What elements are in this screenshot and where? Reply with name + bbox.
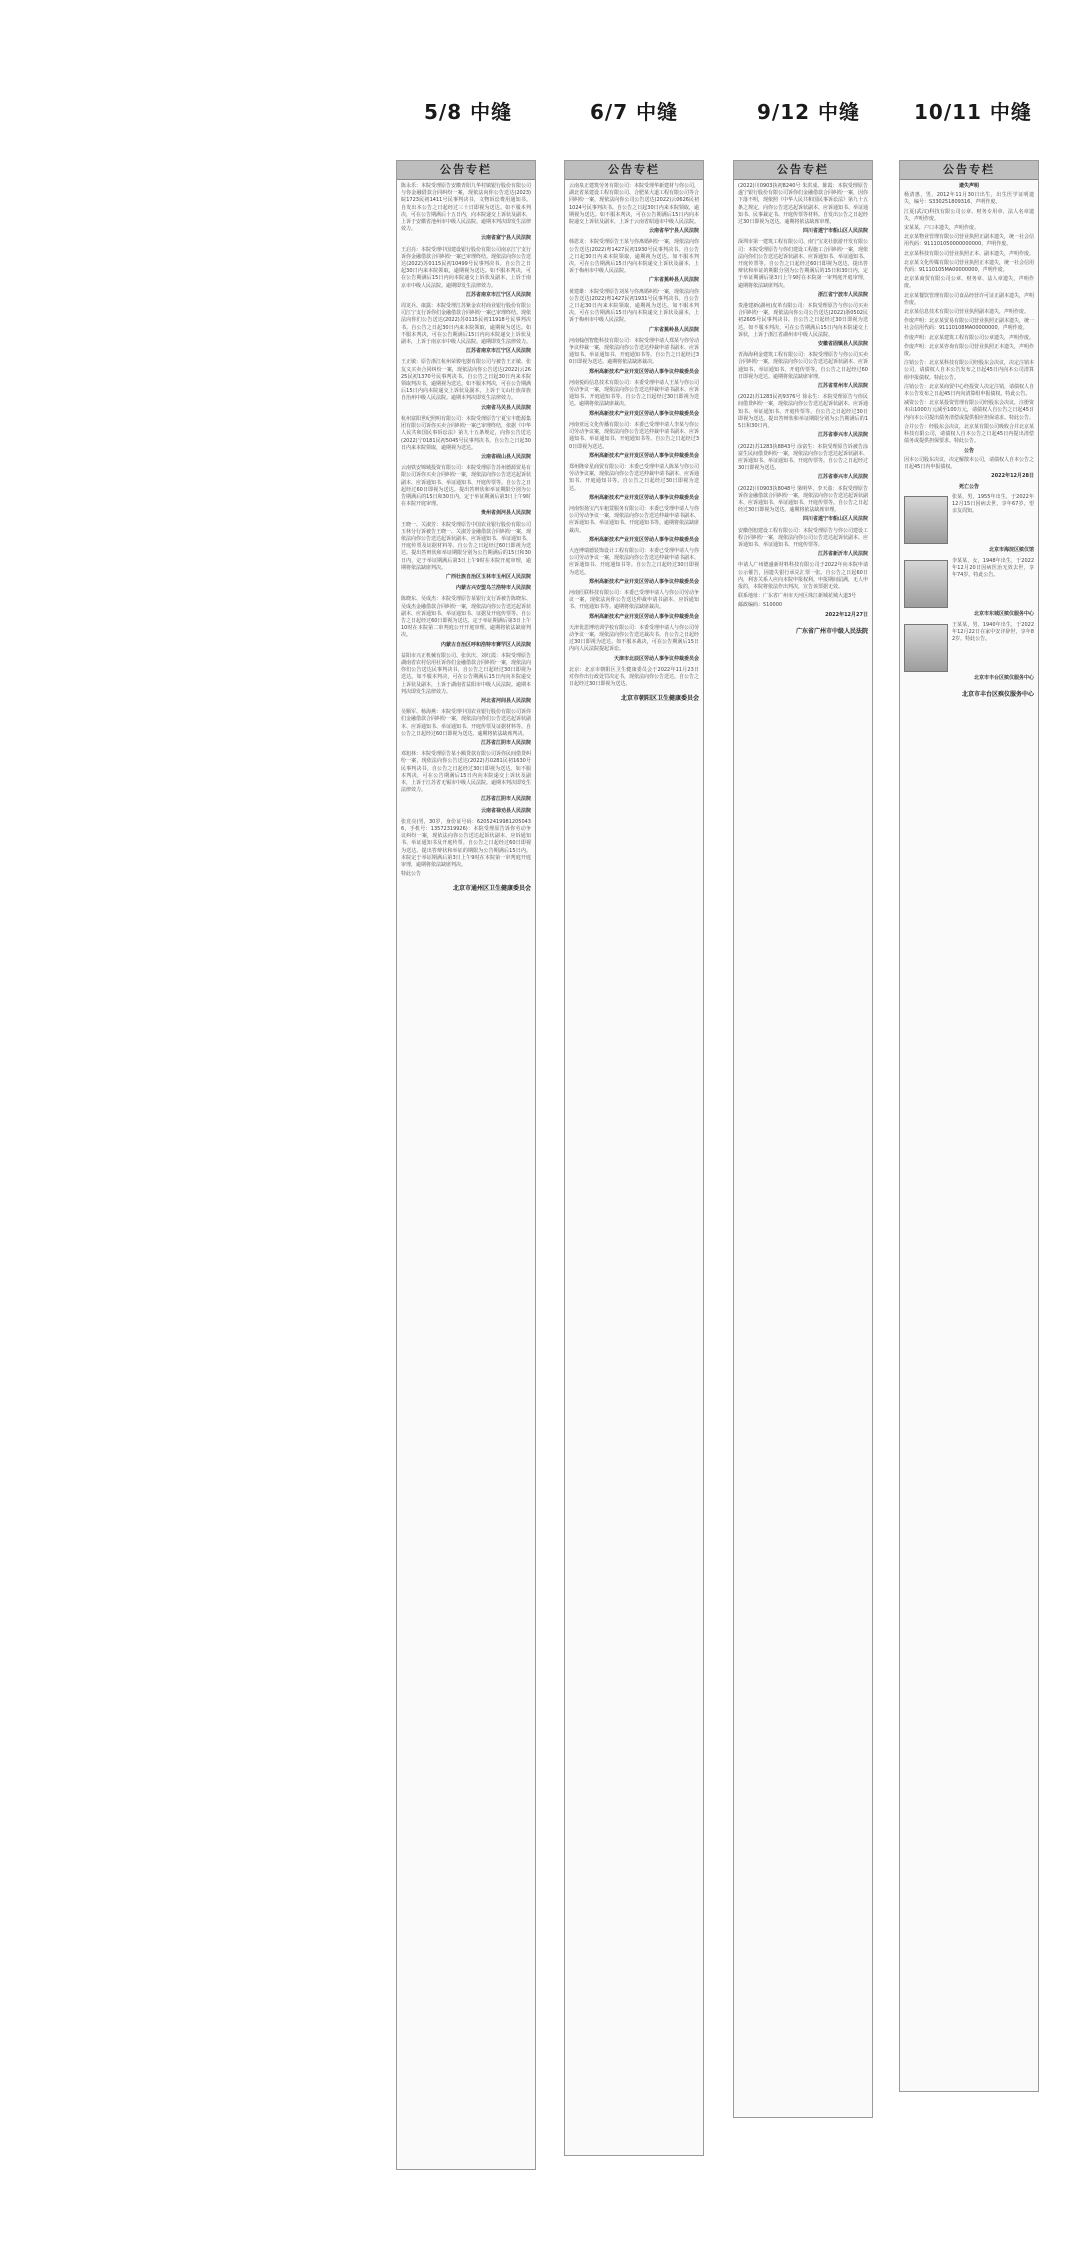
notice-issuer: 贵州省剑河县人民法院 xyxy=(480,510,531,517)
notice-text: (2022)川0903执初8240号 朱洪成、陈霞：本院受理原告遂宁银行股份有限公司诉你们金融借款合同纠纷一案，因你下落不明，现依照《中华人民共和国民事诉讼法》第九十五条之规定，向你公告送达起诉状副本、应诉通知书、举证通知书、民事裁定书、开庭传票等材料。自发出公告之日起经过30日即视为送达。逾期将依法缺席审理。 xyxy=(738,183,869,226)
notice-column-4 xyxy=(899,160,1039,2092)
notice-text: 陈永乐：本院受理原告安徽青阳九华村镇银行股份有限公司与你金融借款合同纠纷一案，现依法向你公告送达(2023)皖1723民初1411号民事判决书，文物诉讼费用通知书。自发出本公告之日起经过三十日即视为送达。如不服本判决，可在公告期满后十五日内，向本院递交上诉状及副本，上诉于安徽省池州市中级人民法院。逾期本判决即发生法律效力。 xyxy=(401,183,532,233)
column-body xyxy=(734,180,872,626)
notice-text: 安徽创旭建设工程有限公司：本院受理原告与你公司建设工程合同纠纷一案，现依法向你公司公告送达起诉状副本、应诉通知书、举证通知书、开庭传票等。 xyxy=(738,527,869,548)
notice-issuer: 江苏省江阴市人民法院 xyxy=(480,796,531,803)
notice-text: 注销公告：北京某商贸中心经投资人决定注销，请债权人自本公告发布之日起45日内向清算组申报债权。特此公告。 xyxy=(904,383,1035,398)
notice-issuer: 江苏省泰兴市人民法院 xyxy=(817,474,868,481)
notice-issuer: 郑州高新技术产业开发区劳动人事争议仲裁委员会 xyxy=(588,368,699,375)
portrait-photo xyxy=(904,496,948,544)
notice-text: 合并公告：经股东会决议，北京某有限公司吸收合并北京某科技有限公司，请债权人自本公告之日起45日内提出清偿债务或提供担保要求。特此公告。 xyxy=(904,423,1035,445)
column-footer: 北京市丰台区殡仪服务中心 xyxy=(961,691,1034,699)
notice-issuer: 天津市北辰区劳动人事争议仲裁委员会 xyxy=(613,655,699,662)
notice-issuer: 郑州高新技术产业开发区劳动人事争议仲裁委员会 xyxy=(588,452,699,459)
notice-issuer: 浙江省宁波市人民法院 xyxy=(817,291,868,298)
notice-issuer: 四川省遂宁市船山区人民法院 xyxy=(802,516,868,523)
portrait-photo xyxy=(904,560,948,608)
notice-text: 王某某，男，1940年出生，于2022年12月22日在家中安详辞世，享年82岁。特此公告。 xyxy=(952,621,1034,643)
notice-text: 北京某商贸有限公司公章、财务章、法人章遗失，声明作废。 xyxy=(904,276,1034,290)
notice-text: (2022)苏1283民初9376号 徐永生：本院受理原告与你民间借贷纠纷一案，现依法向你公告送达起诉状副本、应诉通知书、举证通知书、开庭传票等。自公告之日起经过30日即视为送达。提出答辩状和举证期限分别为公告期满后的15日和30日内。 xyxy=(738,394,869,430)
notice-text: 韩恩龙：本院受理原告王某与你离婚纠纷一案，现依法向你公告送达(2022)粤1427民初1930号民事判决书。自公告之日起30日内来本院领取，逾期视为送达。如不服本判决，可在公告期满后15日内向本院递交上诉状及副本，上诉于梅州市中级人民法院。 xyxy=(569,239,700,275)
notice-text: 河南匠联科技有限公司：本委已受理申请人与你公司劳动争议一案，现依法向你公告送达仲裁申请书副本、应诉通知书、开庭通知书等。逾期将依法缺席裁决。 xyxy=(569,589,700,611)
notice-text: 云南铁安锦城投资有限公司：本院受理原告苏州德源贸易有限公司诉你买卖合同纠纷一案，现依法向你公告送达起诉状副本、应诉通知书、举证通知书、开庭传票等。自公告之日起经过60日即视为送达。提出答辩状和举证期限分别为公告期满后的15日和30日内，定于举证期满后第3日上午9时在本院开庭审理。 xyxy=(401,465,532,508)
notice-issuer: 江苏省南京市江宁区人民法院 xyxy=(465,291,531,298)
notice-text: 深圳市第一建筑工程有限公司、南宁宝龙社旅游开发有限公司：本院受理原告与你们建设工程施工合同纠纷一案，现依法向你们公告送达起诉状副本、应诉通知书、举证通知书、开庭传票等。自公告之日起经过60日即视为送达。提出答辩状和举证的期限分别为公告期满后的15日和30日内，定于举证期满后第3日上午9时在本院第一审判庭开庭审理，逾期将依法缺席判决。 xyxy=(738,239,869,289)
notice-issuer: 广西壮族自治区玉林市玉州区人民法院 xyxy=(445,573,531,580)
notice-text: 王正敏：原告浙江杭州荣骏电器有限公司与被告王正敏、张友义买卖合同纠纷一案，现依法向你公告送达(2022)云2625民初1370号民事判决书。自公告之日起30日内来本院领取判决书，逾期视为送达。如不服本判决，可在公告期满后15日内向本院递交上诉状及副本，上诉于文山壮族苗族自治州中级人民法院。逾期本判决即发生法律效力。 xyxy=(401,359,532,402)
notice-text: 减资公告：北京某投资管理有限公司经股东会决议，注册资本由1000万元减至100万元，请债权人自公告之日起45日内向本公司提出债务清偿或提供相应担保请求。特此公告。 xyxy=(904,400,1035,421)
notice-text: 吴顺军、杨海燕：本院受理中国农业银行股份有限公司诉你们金融借款合同纠纷一案，现依法向你们公告送达起诉状副本、应诉通知书、举证通知书、开庭传票及证据材料等。自公告之日起经过60日即视为送达。逾期将依法缺席判决。 xyxy=(401,709,532,737)
notice-issuer: 北京市海淀区殡仪馆 xyxy=(988,546,1034,553)
notice-text: 北京：北京市朝阳区卫生健康委员会于2022年11月23日对你作出行政处罚决定书，现依法向你公告送达。自公告之日起经过30日即视为送达。 xyxy=(569,666,700,688)
notice-issuer: 广东省蕉岭县人民法院 xyxy=(648,326,699,333)
notice-text: (2022)川0903执8048号 梁明华、李天盈：本院受理原告诉你金融借款合同纠纷一案，现依法向你公告送达起诉状副本、应诉通知书、举证通知书、开庭传票等。自公告之日起经过30日即视为送达。逾期将依法缺席审理。 xyxy=(738,485,869,514)
notice-issuer: 郑州高新技术产业开发区劳动人事争议仲裁委员会 xyxy=(588,578,699,585)
notice-column-1 xyxy=(396,160,536,2170)
notice-text: 申请人广州德盛新材料科技有限公司于2022年向本院申请公示催告，因遗失银行承兑汇票一张。自公告之日起60日内，利害关系人应向本院申报权利。申报期间届满，无人申报的，本院将依法作出判决，宣告该票据无效。 xyxy=(738,562,869,590)
notice-text: 北京某信息技术有限公司营业执照副本遗失，声明作废。 xyxy=(904,309,1030,316)
notice-text: 北京某物业管理有限公司营业执照正副本遗失，统一社会信用代码：911101050000000000，声明作废。 xyxy=(904,234,1035,248)
notice-issuer: 江苏省常州市人民法院 xyxy=(817,383,868,390)
notice-text: 李某某，女，1948年出生，于2022年12月20日因病医治无效去世，享年74岁。特此公告。 xyxy=(952,557,1034,579)
notice-issuer: 郑州高新技术产业开发区劳动人事争议仲裁委员会 xyxy=(588,536,699,543)
notice-text: 张某，男，1955年出生，于2022年12月15日因病去世，享年67岁。望亲友周知。 xyxy=(952,493,1034,514)
notice-text: 云南泉正建筑劳务有限公司：本院受理华新建材与你公司，湖北省某建设工程有限公司、合肥某大道工程有限公司等合同纠纷一案，现依法向你公司公告送达(2022)云0626民初1024号民事判决书。自公告之日起30日内来本院领取，逾期视为送达。如不服本判决，可在公告期满后15日内向本院递交上诉状及副本，上诉于云南省昭通市中级人民法院。 xyxy=(569,183,700,226)
notice-text: 益阳市兴正机械有限公司、张伏庆、刘红霞：本院受理原告湖南省农村信用社诉你们金融借款合同纠纷一案，现依法向你们公告送达民事判决书，自公告之日起经过30日即视为送达。如不服本判决，可在公告期满后15日内向本院递交上诉状及副本，上诉于湖南省益阳市中级人民法院。逾期本判决即发生法律效力。 xyxy=(401,652,532,695)
notice-text: 北京某科技有限公司营业执照正本、副本遗失，声明作废。 xyxy=(904,250,1035,257)
column-title: 公告专栏 xyxy=(900,161,1038,180)
notice-text: 作废声明：北京某贸易有限公司营业执照正副本遗失，统一社会信用代码：91110108MA00000000，声明作废。 xyxy=(904,318,1035,332)
notice-text: 陈晓东、吴成杰：本院受理原告某银行支行诉被告陈晓东、吴成杰金融借款合同纠纷一案，现依法向你公告送达起诉状副本、应诉通知书、举证通知书、证据及开庭传票等。自公告之日起经过60日即视为送达，定于举证期满后第3日上午10时在本院第二审判庭公开开庭审理。逾期将依法缺席判决。 xyxy=(401,596,532,639)
notice-issuer: 云南省华宁县人民法院 xyxy=(648,228,699,235)
column-body xyxy=(397,180,535,883)
portrait-photo xyxy=(904,624,948,672)
notice-issuer: 四川省遂宁市船山区人民法院 xyxy=(802,228,868,235)
notice-text: 宋某某，户口本遗失，声明作废。 xyxy=(904,225,980,232)
column-title: 公告专栏 xyxy=(734,161,872,180)
notice-issuer: 江苏省江阴市人民法院 xyxy=(480,740,531,747)
notice-text: 邮政编码：510000 xyxy=(738,602,783,609)
notice-text: 作废声明：北京某咨询有限公司营业执照正本遗失，声明作废。 xyxy=(904,343,1035,358)
notice-issuer: 江苏省南京市江宁区人民法院 xyxy=(465,348,531,355)
notice-issuer: 云南省砚山县人民法院 xyxy=(480,453,531,460)
column-title: 公告专栏 xyxy=(565,161,703,180)
notice-text: 特此公告 xyxy=(401,871,422,878)
notice-text: 张竞亮(男，30岁，身份证号码：620524199812050436，手机号：13572319926)：本院受理原告诉你劳动争议纠纷一案，现依法向你公告送达起诉状副本、应诉通知书、举证通知书及开庭传票。自公告之日起经过60日即视为送达。提出答辩状和举证的期限为公告期满后15日内。本院定于举证期满后第3日上午9时在本院第一审判庭开庭审理，逾期将依法缺席判决。 xyxy=(401,818,531,869)
notice-text: 杨清惠，男，2012年11月30日出生，出生医学证明遗失，编号：S330251809316，声明作废。 xyxy=(904,192,1034,206)
notice-text: 杭州富阳世纪照明有限公司：本院受理原告宁夏宝丰能源集团有限公司诉你买卖合同纠纷一案已审理终结，依据《中华人民共和国民事诉讼法》第九十五条规定，向你公告送达(2022)宁0181民初5045号民事判决书。自公告之日起30日内来本院领取，逾期视为送达。 xyxy=(401,415,532,451)
notice-text: 江夏(武汉)科技有限公司公章、财务专用章、法人名章遗失，声明作废。 xyxy=(904,208,1034,222)
notice-text: 北京某餐饮管理有限公司食品经营许可证正副本遗失，声明作废。 xyxy=(904,292,1035,306)
column-body xyxy=(900,180,1038,689)
column-header-4: 10/11 中缝 xyxy=(914,100,1032,124)
notice-issuer: 2022年12月28日 xyxy=(991,473,1034,480)
notice-heading: 死亡公告 xyxy=(958,484,979,491)
notice-issuer: 2022年12月27日 xyxy=(825,611,868,618)
notice-text: 邓旭林：本院受理原告某小额贷款有限公司诉你民间借贷纠纷一案，现依法向你公告送达(2022)苏0281民初1630号民事判决书。自公告之日起经过30日即视为送达。如不服本判决，可在公告期满后15日内向本院递交上诉状及副本，上诉于江苏省无锡市中级人民法院。逾期本判决即发生法律效力。 xyxy=(401,751,532,794)
notice-text: 郑州隆帝星商贸有限公司：本委已受理申请人陈某与你公司劳动争议案，现依法向你公告送达仲裁申请书副本、应诉通知书、开庭通知书等。自公告之日起经过30日即视为送达。 xyxy=(569,463,700,492)
notice-text: 注销公告：北京某科技有限公司经股东会决议，决定注销本公司，请债权人自本公告发布之日起45日内向本公司清算组申报债权。特此公告。 xyxy=(904,360,1035,381)
notice-text: 王晓一、关淑芳：本院受理原告中国农业银行股份有限公司玉林分行诉被告王晓一、关淑芳金融借款合同纠纷一案，现依法向你公告送达起诉状副本、应诉通知书、举证通知书、开庭传票及证据材料等。自公告之日起经过60日即视为送达。提出答辩状和举证期限分别为公告期满后的15日和30日内，定于举证期满后第3日上午9时在本院开庭审理，逾期将依法缺席判决。 xyxy=(401,521,532,571)
column-body xyxy=(565,180,703,693)
notice-text: 北京某文化传媒有限公司营业执照正本遗失，统一社会信用代码：91110105MA00000000，声明作废。 xyxy=(904,259,1035,274)
notice-issuer: 内蒙古自治区呼和浩特市赛罕区人民法院 xyxy=(440,641,531,648)
notice-issuer: 云南省禄劝县人民法院 xyxy=(480,807,531,814)
notice-text: 因本公司股东决议，决定解散本公司，请债权人自本公告之日起45日内申报债权。 xyxy=(904,456,1035,470)
notice-issuer: 郑州高新技术产业开发区劳动人事争议仲裁委员会 xyxy=(588,410,699,417)
notice-text: (2022)苏1283执8843号 涂富生：本院受理原告诉被告涂富生民间借贷纠纷一案，现依法向你公告送达起诉状副本、应诉通知书、举证通知书、开庭传票等。自公告之日起经过30日即视为送达。 xyxy=(738,443,869,472)
notice-text: 河南悦码信息技术有限公司：本委受理申请人王某与你公司劳动争议一案，现依法向你公告送达仲裁申请书副本、应诉通知书、开庭通知书等。自公告之日起经过30日即视为送达。逾期将依法缺席裁决。 xyxy=(569,379,700,408)
notice-issuer: 广东省蕉岭县人民法院 xyxy=(648,277,699,284)
notice-issuer: 郑州高新技术产业开发区劳动人事争议仲裁委员会 xyxy=(588,613,699,620)
notice-text: 王启亮：本院受理中国建设银行股份有限公司南京江宁支行诉你金融借款合同纠纷一案已审理终结。现依法向你公告送达(2022)苏0115民初10499号民事判决书。自公告之日起30日内来本院领取，逾期视为送达。如不服本判决，可在公告期满后15日内向本院递交上诉状及副本，上诉于南京市中级人民法院。逾期即发生法律效力。 xyxy=(401,246,532,289)
notice-issuer: 江苏省泰兴市人民法院 xyxy=(817,432,868,439)
notice-text: 联系地址：广东省广州市天河区珠江新城花城大道3号 xyxy=(738,593,857,600)
notice-issuer: 江苏省新沂市人民法院 xyxy=(817,551,868,558)
notice-issuer: 河北省河间县人民法院 xyxy=(480,698,531,704)
column-title: 公告专栏 xyxy=(397,161,535,180)
column-footer: 广东省广州市中级人民法院 xyxy=(795,627,868,635)
notice-issuer: 内蒙古兴安盟乌兰浩特市人民法院 xyxy=(455,585,531,592)
notice-issuer: 郑州高新技术产业开发区劳动人事争议仲裁委员会 xyxy=(588,494,699,501)
notice-heading: 公告 xyxy=(963,447,974,454)
notice-text: 河南恒扬宝汽车租赁服务有限公司：本委已受理申请人与你公司劳动争议一案，现依法向你公告送达仲裁申请书副本、应诉通知书、举证通知书、开庭通知书等。逾期将依法缺席裁决。 xyxy=(569,505,700,534)
notice-issuer: 安徽省固镇县人民法院 xyxy=(817,341,868,348)
notice-text: 黄建雄：本院受理原告刘某与你离婚纠纷一案，现依法向你公告送达(2022)粤1427民初1931号民事判决书。自公告之日起30日内来本院领取，逾期视为送达。如不服本判决，可在公告期满后15日内向本院递交上诉状及副本，上诉于梅州市中级人民法院。 xyxy=(569,288,700,324)
notice-issuer: 云南省马关县人民法院 xyxy=(480,404,531,411)
notice-text: 周龙兵、康露：本院受理江苏紫金农村商业银行股份有限公司江宁支行诉你们金融借款合同纠纷一案已审理终结。现依法向你们公告送达(2022)苏0115民初11918号民事判决书。自公告之日起30日内来本院领取，逾期视为送达。如不服本判决，可在公告期满后15日内向本院递交上诉状及副本，上诉于南京市中级人民法院。逾期即发生法律效力。 xyxy=(401,303,532,346)
notice-text: 作废声明：北京某建筑工程有限公司公章遗失，声明作废。 xyxy=(904,334,1035,341)
notice-text: 大连博瑞德装饰设计工程有限公司：本委已受理申请人与你公司劳动争议一案，现依法向你公告送达仲裁申请书副本、应诉通知书、开庭通知书等。自公告之日起经过30日即视为送达。 xyxy=(569,547,700,576)
notice-text: 青海海利金建筑工程有限公司：本院受理原告与你公司买卖合同纠纷一案，现依法向你公司公告送达起诉状副本、应诉通知书、举证通知书、开庭传票等。自公告之日起经过60日即视为送达。逾期将依法缺席审理。 xyxy=(738,352,869,380)
notice-text: 河南翰创智能科技有限公司：本院受理申请人郑某与你劳动争议仲裁一案，现依法向你公告送达仲裁申请书副本、应诉通知书、举证通知书、开庭通知书等。自公告之日起经过30日即视为送达。逾期将依法缺席裁决。 xyxy=(569,337,700,366)
notice-column-3 xyxy=(733,160,873,2118)
notice-column-2 xyxy=(564,160,704,2156)
column-header-3: 9/12 中缝 xyxy=(757,100,861,124)
column-footer: 北京市朝阳区卫生健康委员会 xyxy=(620,695,699,703)
notice-heading: 遗失声明 xyxy=(958,183,979,189)
column-footer: 北京市通州区卫生健康委员会 xyxy=(452,885,531,893)
notice-issuer: 北京市东城区殡仪服务中心 xyxy=(973,610,1034,617)
notice-text: 天津优思博培训学校有限公司：本委受理申请人与你公司劳动争议一案，现依法向你公告送达裁决书。自公告之日起经过30日即视为送达。如不服本裁决，可在公告期满后15日内向人民法院提起诉讼。 xyxy=(569,624,700,653)
notice-issuer: 云南省富宁县人民法院 xyxy=(480,235,531,242)
notice-text: 贵港建新(湖州)皮革有限公司：本院受理原告与你公司买卖合同纠纷一案，现依法向你公司公告送达(2022)浙0502民初2605号民事判决书。自公告之日起经过30日即视为送达。如不服本判决，可在公告期满后15日内向本院递交上诉状，上诉于浙江省湖州市中级人民法院。 xyxy=(738,303,868,338)
notice-text: 河南亚远文化传播有限公司：本委已受理申请人李某与你公司劳动争议案，现依法向你公告送达仲裁申请书副本、应诉通知书、举证通知书、开庭通知书等。自公告之日起经过30日即视为送达。 xyxy=(569,421,700,450)
column-header-2: 6/7 中缝 xyxy=(590,100,679,124)
column-header-1: 5/8 中缝 xyxy=(424,100,513,124)
notice-issuer: 北京市丰台区殡仪服务中心 xyxy=(973,674,1034,681)
